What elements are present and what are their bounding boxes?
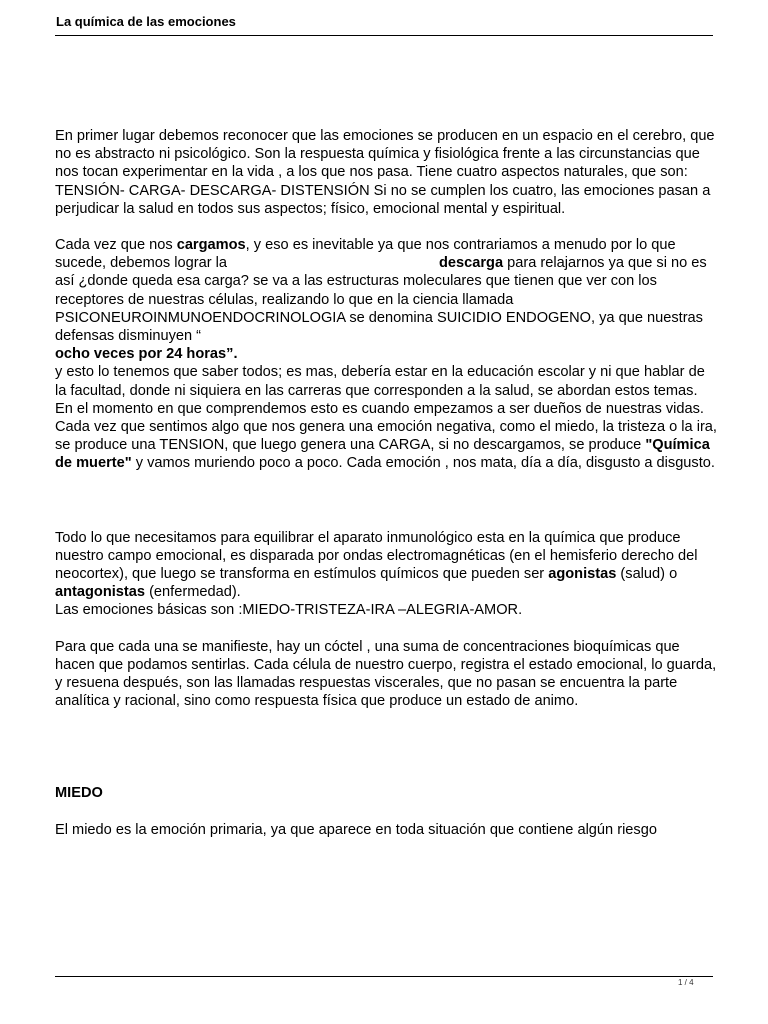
header-divider	[55, 35, 713, 36]
section-heading-miedo: MIEDO	[55, 785, 103, 802]
bold-quimica-de-muerte: "Química de muerte"	[55, 437, 710, 472]
paragraph-ocho-veces: ocho veces por 24 horas”.	[55, 346, 238, 363]
document-body	[55, 127, 717, 839]
page-number: 1 / 4	[678, 978, 694, 987]
bold-descarga: descarga	[438, 255, 504, 272]
document-title: La química de las emociones	[56, 14, 236, 29]
paragraph-coctel: Para que cada una se manifieste, hay un cóctel , una suma de concentraciones bioquímicas que hacen que podamos sentirlas. Cada célula de nuestro cuerpo, registra el estado emocional, lo guarda, y resuena después, son las llamadas respuestas viscerales, que no pasan se encuentra la parte analítica y racional, sino como respuesta física que produce un estado de animo.	[55, 638, 717, 710]
paragraph-miedo: El miedo es la emoción primaria, ya que aparece en toda situación que contiene algún riesgo	[55, 821, 657, 838]
footer-divider	[55, 976, 713, 977]
paragraph-cargamos: Cada vez que nos cargamos, y eso es inevitable ya que nos contrariamos a menudo por lo que sucede, debemos lograr la descarga para relajarnos ya que si no es así ¿donde queda esa carga? se va a las estructuras moleculares que tienen que ver con los receptores de nuestras células, realizando lo que en la ciencia llamada PSICONEUROINMUNOENDOCRINOLOGIA se denomina SUICIDIO ENDOGENO, ya que nuestras defensas disminuyen “	[55, 237, 707, 345]
paragraph-equilibrar: Todo lo que necesitamos para equilibrar el aparato inmunológico esta en la química que produce nuestro campo emocional, es disparada por ondas electromagnéticas (en el hemisferio derecho del neocortex), que luego se transforma en estímulos químicos que pueden ser agonistas (salud) o antagonistas (enfermedad).	[55, 529, 698, 601]
paragraph-comprendemos: En el momento en que comprendemos esto es cuando empezamos a ser dueños de nuestras vidas.	[55, 400, 704, 417]
bold-antagonistas: antagonistas	[55, 584, 146, 601]
bold-cargamos: cargamos	[176, 237, 246, 254]
paragraph-emociones-basicas: Las emociones básicas son :MIEDO-TRISTEZA-IRA –ALEGRIA-AMOR.	[55, 602, 523, 619]
paragraph-intro: En primer lugar debemos reconocer que las emociones se producen en un espacio en el cerebro, que no es abstracto ni psicológico. Son la respuesta química y fisiológica frente a las circunstancias que nos tocan experimentar en la vida , a los que nos pasa. Tiene cuatro aspectos naturales, que son: TENSIÓN- CARGA- DESCARGA- DISTENSIÓN Si no se cumplen los cuatro, las emociones pasan a perjudicar la salud en todos sus aspectos; físico, emocional mental y espiritual.	[55, 128, 715, 217]
paragraph-saber-todos: y esto lo tenemos que saber todos; es mas, debería estar en la educación escolar y ni que hablar de la facultad, donde ni siquiera en las carreras que corresponden a la salud, se abordan estos temas.	[55, 364, 705, 399]
paragraph-tension: Cada vez que sentimos algo que nos genera una emoción negativa, como el miedo, la tristeza o la ira, se produce una TENSION, que luego genera una CARGA, si no descargamos, se produce "Química de muerte" y vamos muriendo poco a poco. Cada emoción , nos mata, día a día, disgusto a disgusto.	[55, 419, 717, 472]
bold-agonistas: agonistas	[548, 566, 617, 583]
